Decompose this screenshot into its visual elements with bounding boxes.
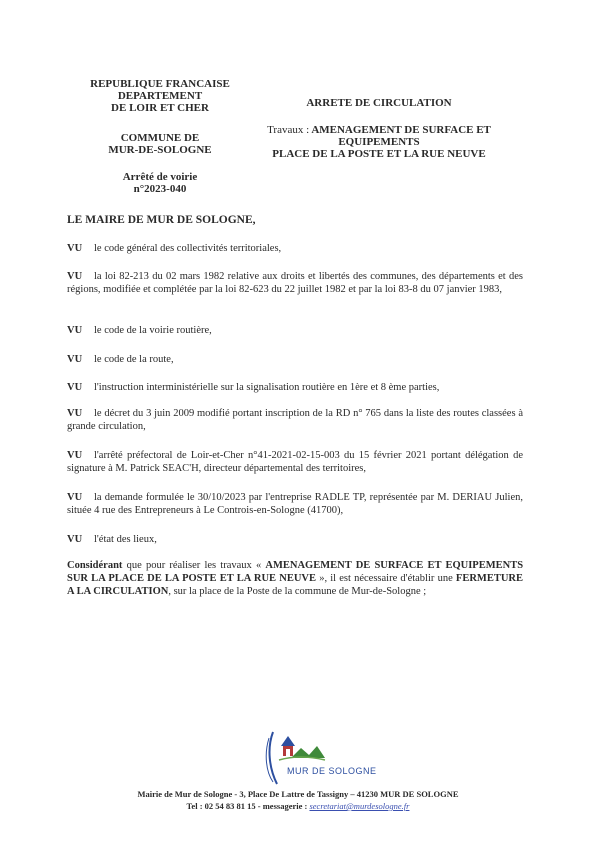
mayor-heading: LE MAIRE DE MUR DE SOLOGNE, [67, 214, 256, 226]
vu-clause [67, 381, 523, 394]
vu-text: le décret du 3 juin 2009 modifié portant inscription de la RD n° 765 dans la liste des routes classées à grande circulation, [67, 408, 523, 432]
republic-line: REPUBLIQUE FRANCAISE [90, 78, 230, 90]
footer-email-link[interactable]: secretariat@murdesologne.fr [309, 801, 410, 811]
works-prefix: Travaux : [267, 124, 310, 136]
vu-clause [67, 491, 523, 517]
decree-title-block [240, 97, 518, 160]
considerant-clause [67, 559, 523, 598]
vu-text: la loi 82-213 du 02 mars 1982 relative aux droits et libertés des communes, des départements et des régions, modifiée et complétée par la loi 82-623 du 22 juillet 1982 et par la loi 83-8 du 07 janvier 1983, [67, 271, 523, 295]
commune-name: MUR-DE-SOLOGNE [108, 144, 212, 156]
footer [90, 788, 506, 812]
vu-label: VU [67, 354, 83, 365]
vu-label: VU [67, 534, 83, 545]
footer-tel: Tel : 02 54 83 81 15 - messagerie : [186, 801, 308, 811]
vu-text: l'arrêté préfectoral de Loir-et-Cher n°41-2021-02-15-003 du 15 février 2021 portant délégation de signature à M. Patrick SEAC'H, directeur départemental des territoires, [67, 450, 523, 474]
vu-text: la demande formulée le 30/10/2023 par l'entreprise RADLE TP, représentée par M. DERIAU Julien, située 4 rue des Entrepreneurs à Le Controis-en-Sologne (41700), [67, 492, 523, 516]
vu-text: le code de la voirie routière, [94, 325, 212, 336]
works-title-3: PLACE DE LA POSTE ET LA RUE NEUVE [272, 148, 486, 160]
vu-text: le code de la route, [94, 354, 174, 365]
vu-text: le code général des collectivités territoriales, [94, 243, 282, 254]
vu-clause [67, 407, 523, 433]
department-line: DEPARTEMENT [117, 90, 203, 102]
vu-clause [67, 353, 523, 366]
vu-label: VU [67, 450, 83, 461]
town-logo-icon [255, 728, 375, 786]
vu-clause [67, 270, 523, 296]
considerant-text-1: que pour réaliser les travaux « [126, 560, 262, 571]
vu-clause [67, 324, 523, 337]
vu-label: VU [67, 492, 83, 503]
logo-text: MUR DE SOLOGNE [287, 766, 377, 776]
considerant-text-2: », il est nécessaire d'établir une [319, 573, 453, 584]
footer-contact [90, 800, 506, 812]
vu-text: l'instruction interministérielle sur la signalisation routière en 1ère et 8 ème parties, [94, 382, 440, 393]
vu-clause [67, 533, 523, 546]
vu-text: l'état des lieux, [94, 534, 157, 545]
arrete-label: Arrêté de voirie [122, 171, 198, 183]
vu-label: VU [67, 271, 83, 282]
decree-title: ARRETE DE CIRCULATION [306, 97, 452, 109]
footer-address: Mairie de Mur de Sologne - 3, Place De Lattre de Tassigny – 41230 MUR DE SOLOGNE [137, 789, 459, 799]
works-title-1: AMENAGEMENT DE SURFACE ET [311, 124, 491, 136]
vu-label: VU [67, 382, 83, 393]
vu-label: VU [67, 408, 83, 419]
considerant-works: AMENAGEMENT DE SURFACE ET EQUIPEMENTS SUR LA PLACE DE LA POSTE ET LA RUE NEUVE [67, 560, 524, 584]
department-name: DE LOIR ET CHER [111, 102, 209, 114]
commune-line: COMMUNE DE [120, 132, 200, 144]
considerant-label: Considérant [67, 560, 123, 571]
vu-clause [67, 242, 523, 255]
considerant-closure: FERMETURE A LA CIRCULATION [67, 573, 524, 597]
vu-label: VU [67, 243, 83, 254]
works-title-2: EQUIPEMENTS [338, 136, 420, 148]
works-line-1 [240, 124, 518, 136]
issuer-block [60, 78, 260, 195]
arrete-number: n°2023-040 [133, 183, 187, 195]
vu-label: VU [67, 325, 83, 336]
considerant-text-3: , sur la place de la Poste de la commune de Mur-de-Sologne ; [168, 586, 427, 597]
vu-clause [67, 449, 523, 475]
